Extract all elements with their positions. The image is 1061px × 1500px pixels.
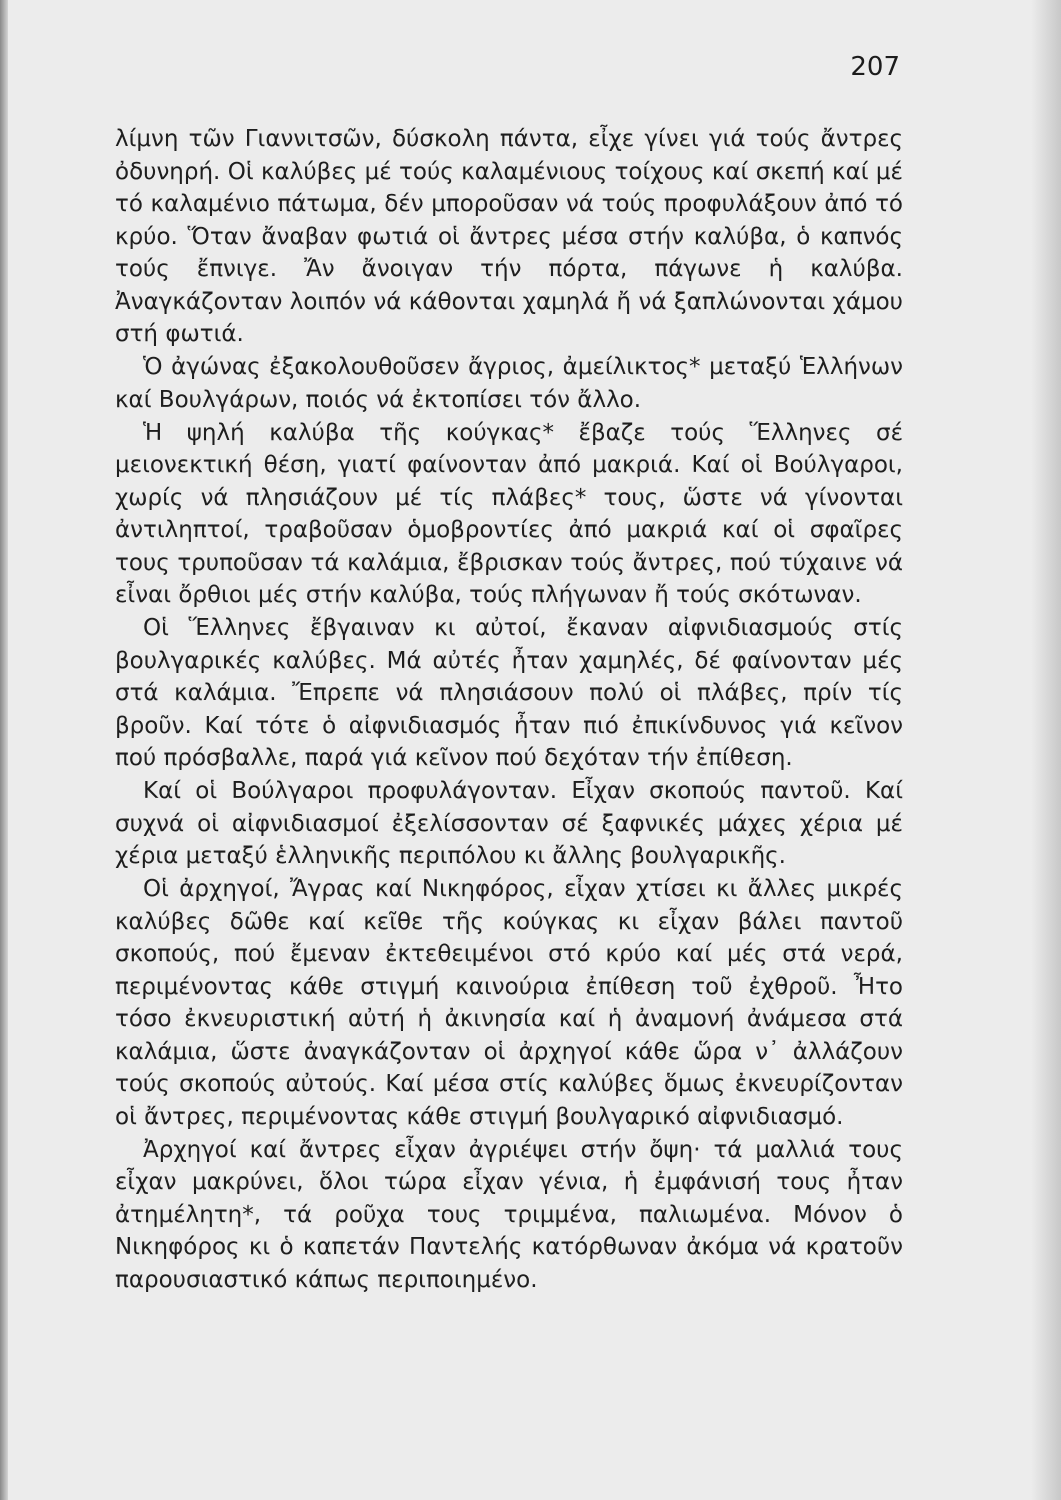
paragraph: Ὁ ἀγώνας ἐξακολουθοῦσεν ἄγριος, ἀμείλικτος* μεταξύ Ἑλλήνων καί Βουλγάρων, ποιός νά ἐκτοπίσει τόν ἄλλο. (115, 354, 903, 413)
paragraph: Ἡ ψηλή καλύβα τῆς κούγκας* ἔβαζε τούς Ἕλληνες σέ μειονεκτική θέση, γιατί φαίνονταν ἀπό μακριά. Καί οἱ Βούλγαροι, χωρίς νά πλησιάζουν μέ τίς πλάβες* τους, ὥστε νά γίνονται ἀντιληπτοί, τραβοῦσαν ὁμοβροντίες ἀπό μακριά καί οἱ σφαῖρες τους τρυποῦσαν τά καλάμια, ἔβρισκαν τούς ἄντρες, πού τύχαινε νά εἶναι ὄρθιοι μές στήν καλύβα, τούς πλήγωναν ἤ τούς σκότωναν. (115, 419, 903, 608)
paragraph: Ἀρχηγοί καί ἄντρες εἶχαν ἀγριέψει στήν ὄψη· τά μαλλιά τους εἶχαν μακρύνει, ὅλοι τώρα εἶχαν γένια, ἡ ἐμφάνισή τους ἦταν ἀτημέλητη*, τά ροῦχα τους τριμμένα, παλιωμένα. Μόνον ὁ Νικηφόρος κι ὁ καπετάν Παντελής κατόρθωναν ἀκόμα νά κρατοῦν παρουσιαστικό κάπως περιποιημένο. (115, 1136, 903, 1293)
paragraph: Καί οἱ Βούλγαροι προφυλάγονταν. Εἶχαν σκοπούς παντοῦ. Καί συχνά οἱ αἰφνιδιασμοί ἐξελίσσονταν σέ ξαφνικές μάχες χέρια μέ χέρια μεταξύ ἑλληνικῆς περιπόλου κι ἄλλης βουλγαρικῆς. (115, 778, 903, 869)
page-number: 207 (850, 52, 900, 82)
page-shadow-left (0, 0, 8, 1500)
paragraph: Οἱ ἀρχηγοί, Ἄγρας καί Νικηφόρος, εἶχαν χτίσει κι ἄλλες μικρές καλύβες δῶθε καί κεῖθε τῆς κούγκας κι εἶχαν βάλει παντοῦ σκοπούς, πού ἔμεναν ἐκτεθειμένοι στό κρύο καί μές στά νερά, περιμένοντας κάθε στιγμή καινούρια ἐπίθεση τοῦ ἐχθροῦ. Ἦτο τόσο ἐκνευριστική αὐτή ἡ ἀκινησία καί ἡ ἀναμονή ἀνάμεσα στά καλάμια, ὥστε ἀναγκάζονταν οἱ ἀρχηγοί κάθε ὥρα ν᾿ ἀλλάζουν τούς σκοπούς αὐτούς. Καί μέσα στίς καλύβες ὅμως ἐκνευρίζονταν οἱ ἄντρες, περιμένοντας κάθε στιγμή βουλγαρικό αἰφνιδιασμό. (115, 876, 903, 1130)
paragraph: Οἱ Ἕλληνες ἔβγαιναν κι αὐτοί, ἔκαναν αἰφνιδιασμούς στίς βουλγαρικές καλύβες. Μά αὐτές ἦταν χαμηλές, δέ φαίνονταν μές στά καλάμια. Ἔπρεπε νά πλησιάσουν πολύ οἱ πλάβες, πρίν τίς βροῦν. Καί τότε ὁ αἰφνιδιασμός ἦταν πιό ἐπικίνδυνος γιά κεῖνον πού πρόσβαλλε, παρά γιά κεῖνον πού δεχόταν τήν ἐπίθεση. (115, 615, 903, 771)
paragraph: λίμνη τῶν Γιαννιτσῶν, δύσκολη πάντα, εἶχε γίνει γιά τούς ἄντρες ὀδυνηρή. Οἱ καλύβες μέ τούς καλαμένιους τοίχους καί σκεπή καί μέ τό καλαμένιο πάτωμα, δέν μποροῦσαν νά τούς προφυλάξουν ἀπό τό κρύο. Ὅταν ἄναβαν φωτιά οἱ ἄντρες μέσα στήν καλύβα, ὁ καπνός τούς ἔπνιγε. Ἄν ἄνοιγαν τήν πόρτα, πάγωνε ἡ καλύβα. Ἀναγκάζονταν λοιπόν νά κάθονται χαμηλά ἤ νά ξαπλώνονται χάμου στή φωτιά. (115, 126, 903, 347)
body-text (115, 123, 903, 1297)
page-shadow-right (1031, 0, 1061, 1500)
